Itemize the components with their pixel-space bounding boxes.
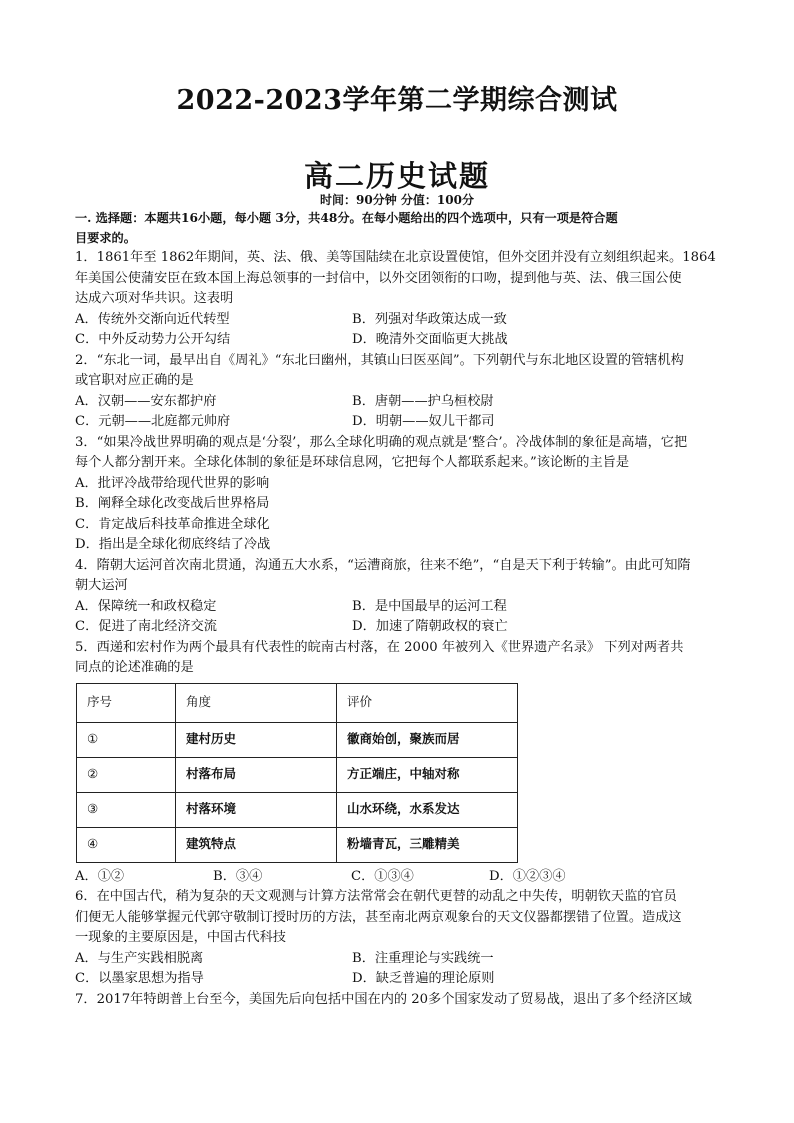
table-cell: ① xyxy=(77,722,176,757)
table-cell: 村落布局 xyxy=(176,757,337,792)
question-1 xyxy=(75,248,725,351)
table-header: 评价 xyxy=(337,683,518,722)
options xyxy=(75,949,725,990)
option-b: B．列强对华政策达成一致 xyxy=(352,311,507,327)
option-d: D．晚清外交面临更大挑战 xyxy=(352,332,508,347)
question-stem-line: 年美国公使蒲安臣在致本国上海总领事的一封信中，以外交团领衔的口吻，提到他与英、法、俄三国公使 xyxy=(75,270,682,286)
option-d: D．指出是全球化彻底终结了冷战 xyxy=(75,537,271,552)
option-b: B．注重理论与实践统一 xyxy=(352,950,494,966)
option-c: C．元朝——北庭都元帅府 xyxy=(75,414,231,429)
question-6 xyxy=(75,887,725,990)
option-c: C．肯定战后科技革命推进全球化 xyxy=(75,516,270,532)
exam-content xyxy=(75,208,725,1010)
table-header: 角度 xyxy=(176,683,337,722)
table-row xyxy=(77,792,518,827)
option-a: A．汉朝——安东都护府 xyxy=(75,393,217,409)
question-3 xyxy=(75,433,725,556)
table-cell: ③ xyxy=(77,792,176,827)
options xyxy=(75,867,725,888)
table-cell: 山水环绕，水系发达 xyxy=(337,792,518,827)
options xyxy=(75,392,725,433)
village-comparison-table xyxy=(76,683,518,863)
option-c: C．促进了南北经济交流 xyxy=(75,619,217,634)
question-4 xyxy=(75,556,725,638)
question-stem-line: 4．隋朝大运河首次南北贯通，沟通五大水系，“运漕商旅，往来不绝”，“自是天下利于转输”。由此可知隋 xyxy=(75,557,691,573)
table-cell: 粉墙青瓦，三雕精美 xyxy=(337,827,518,862)
option-c: C．中外反动势力公开勾结 xyxy=(75,332,231,347)
table-cell: ④ xyxy=(77,827,176,862)
option-d: D．明朝——奴儿干都司 xyxy=(352,414,495,429)
table-row xyxy=(77,757,518,792)
question-stem-line: 们便无人能够掌握元代郭守敬制订授时历的方法，甚至南北两京观象台的天文仪器都摆错了位置。造成这 xyxy=(75,909,682,925)
subject-title: 高二历史试题 xyxy=(303,159,490,193)
option-a: A．传统外交渐向近代转型 xyxy=(75,311,230,327)
table-cell: ② xyxy=(77,757,176,792)
section-line: 目要求的。 xyxy=(75,231,136,245)
options xyxy=(75,310,725,351)
question-stem-line: 同点的论述准确的是 xyxy=(75,660,194,675)
table-header: 序号 xyxy=(77,683,176,722)
question-2 xyxy=(75,351,725,433)
option-a: A．保障统一和政权稳定 xyxy=(75,598,217,614)
section-instructions xyxy=(75,208,725,248)
option-a: A．与生产实践相脱离 xyxy=(75,950,204,966)
option-d: D．加速了隋朝政权的衰亡 xyxy=(352,619,508,634)
question-stem-line: 或官职对应正确的是 xyxy=(75,373,194,388)
table-cell: 建村历史 xyxy=(176,722,337,757)
option-c: C．①③④ xyxy=(351,868,414,884)
option-b: B．是中国最早的运河工程 xyxy=(352,598,507,614)
table-header-row xyxy=(77,683,518,722)
option-a: A．批评冷战带给现代世界的影响 xyxy=(75,475,270,491)
table-cell: 徽商始创，聚族而居 xyxy=(337,722,518,757)
section-line: 一. 选择题：本题共16小题，每小题 3分，共48分。在每小题给出的四个选项中，只有一项是符合题 xyxy=(75,211,618,225)
option-b: B．阐释全球化改变战后世界格局 xyxy=(75,496,270,511)
exam-time-score: 时间：90分钟 分值：100分 xyxy=(320,193,474,207)
question-stem-line: 2．“东北一词，最早出自《周礼》“东北曰幽州，其镇山曰医巫闾”。下列朝代与东北地区设置的管辖机构 xyxy=(75,352,684,368)
table-row xyxy=(77,827,518,862)
question-stem-line: 朝大运河 xyxy=(75,578,128,593)
question-stem-line: 一现象的主要原因是，中国古代科技 xyxy=(75,930,286,945)
question-5 xyxy=(75,638,725,888)
question-stem-line: 1．1861年至 1862年期间，英、法、俄、美等国陆续在北京设置使馆，但外交团并没有立刻组织起来。1864 xyxy=(75,250,716,265)
option-c: C．以墨家思想为指导 xyxy=(75,971,204,986)
table-cell: 方正端庄，中轴对称 xyxy=(337,757,518,792)
option-b: B．③④ xyxy=(213,868,263,884)
question-stem-line: 7．2017年特朗普上台至今，美国先后向包括中国在内的 20多个国家发动了贸易战，退出了多个经济区域 xyxy=(75,991,692,1007)
question-stem-line: 6．在中国古代，稍为复杂的天文观测与计算方法常常会在朝代更替的动乱之中失传，明朝钦天监的官员 xyxy=(75,889,677,904)
option-d: D．①②③④ xyxy=(489,868,566,884)
option-d: D．缺乏普遍的理论原则 xyxy=(352,971,495,986)
option-b: B．唐朝——护乌桓校尉 xyxy=(352,393,494,409)
question-stem-line: 达成六项对华共识。这表明 xyxy=(75,291,234,306)
table-cell: 村落环境 xyxy=(176,792,337,827)
question-stem-line: 3．“如果冷战世界明确的观点是‘分裂’，那么全球化明确的观点就是‘整合’。冷战体制的象征是高墙，它把 xyxy=(75,434,688,450)
exam-title: 2022-2023学年第二学期综合测试 xyxy=(176,85,618,116)
option-a: A．①② xyxy=(75,868,125,884)
question-stem-line: 5．西递和宏村作为两个最具有代表性的皖南古村落，在 2000 年被列入《世界遗产名录》 下列对两者共 xyxy=(75,639,684,655)
table-cell: 建筑特点 xyxy=(176,827,337,862)
table-row xyxy=(77,722,518,757)
options xyxy=(75,597,725,638)
question-7 xyxy=(75,990,725,1011)
question-stem-line: 每个人都分割开来。全球化体制的象征是环球信息网，它把每个人都联系起来。”该论断的主旨是 xyxy=(75,455,630,470)
